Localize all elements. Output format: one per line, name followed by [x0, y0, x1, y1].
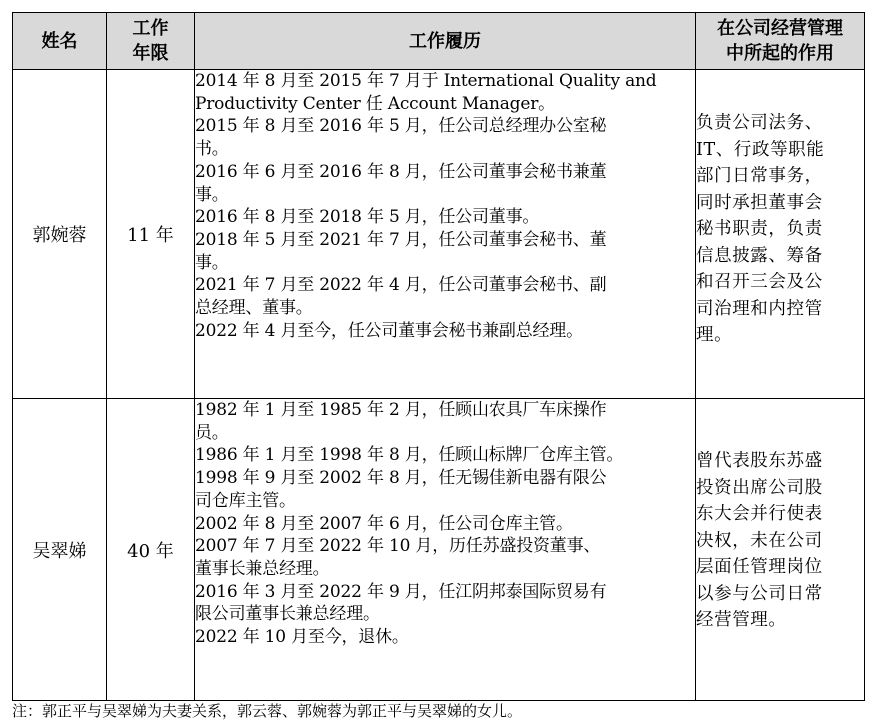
- history-line: 总经理、董事。: [195, 298, 313, 319]
- work-years: 40 年: [107, 399, 195, 701]
- role-line: 秘书职责，负责: [696, 219, 823, 239]
- history-line: 1986 年 1 月至 1998 年 8 月，任顾山标牌厂仓库主管。: [195, 445, 624, 466]
- history-line: 2007 年 7 月至 2022 年 10 月，历任苏盛投资董事、: [195, 536, 601, 557]
- history-line: 限公司董事长兼总经理。: [195, 604, 380, 625]
- history-line: 董事长兼总经理。: [195, 558, 330, 579]
- person-name: 郭婉蓉: [13, 70, 107, 399]
- header-name: 姓名: [13, 13, 107, 70]
- header-role: 在公司经营管理 中所起的作用: [696, 13, 865, 70]
- role-line: 负责公司法务、: [696, 113, 823, 133]
- history-line: 2016 年 8 月至 2018 年 5 月，任公司董事。: [195, 207, 540, 228]
- role-line: 层面任管理岗位: [696, 557, 823, 577]
- role-line: 以参与公司日常: [696, 583, 823, 604]
- history-line: 事。: [195, 252, 229, 273]
- history-line: 2016 年 3 月至 2022 年 9 月，任江阴邦泰国际贸易有: [195, 581, 607, 602]
- footnote: 注：郭正平与吴翠娣为夫妻关系，郭云蓉、郭婉蓉为郭正平与吴翠娣的女儿。: [12, 702, 523, 720]
- work-history: [195, 70, 696, 399]
- management-role: [696, 399, 865, 701]
- history-line: 员。: [195, 422, 229, 443]
- person-name: 吴翠娣: [13, 399, 107, 701]
- role-line: 经营管理。: [696, 610, 787, 630]
- history-line: 1982 年 1 月至 1985 年 2 月，任顾山农具厂车床操作: [195, 400, 607, 420]
- role-line: 曾代表股东苏盛: [696, 451, 823, 471]
- history-line: 2016 年 6 月至 2016 年 8 月，任公司董事会秘书兼董: [195, 161, 607, 182]
- history-line: 事。: [195, 184, 229, 205]
- role-line: 东大会并行使表: [696, 504, 823, 524]
- history-line: 司仓库主管。: [195, 490, 296, 511]
- history-line: 2014 年 8 月至 2015 年 7 月于 International Quality and: [195, 71, 657, 91]
- role-line: IT、行政等职能: [696, 139, 825, 160]
- management-role: [696, 70, 865, 399]
- header-row: [13, 13, 865, 70]
- role-line: 信息披露、筹备: [696, 245, 823, 266]
- resume-table: [12, 12, 865, 701]
- history-line: 2002 年 8 月至 2007 年 6 月，任公司仓库主管。: [195, 513, 573, 534]
- history-line: 2022 年 4 月至今，任公司董事会秘书兼副总经理。: [195, 320, 583, 341]
- table-row: [13, 70, 865, 399]
- role-line: 司治理和内控管: [696, 298, 823, 319]
- work-years: 11 年: [107, 70, 195, 399]
- role-line: 同时承担董事会: [696, 192, 823, 213]
- role-line: 和召开三会及公: [696, 272, 823, 292]
- work-history: [195, 399, 696, 701]
- history-line: 书。: [195, 139, 229, 160]
- history-line: 2022 年 10 月至今，退休。: [195, 627, 409, 648]
- role-line: 部门日常事务，: [696, 166, 823, 186]
- header-years: 工作 年限: [107, 13, 195, 70]
- role-line: 决权，未在公司: [696, 530, 823, 551]
- history-line: Productivity Center 任 Account Manager。: [195, 93, 555, 114]
- history-line: 2021 年 7 月至 2022 年 4 月，任公司董事会秘书、副: [195, 275, 607, 296]
- history-line: 2018 年 5 月至 2021 年 7 月，任公司董事会秘书、董: [195, 229, 607, 250]
- header-history: 工作履历: [195, 13, 696, 70]
- role-line: 投资出席公司股: [696, 477, 823, 498]
- table-row: [13, 399, 865, 701]
- history-line: 1998 年 9 月至 2002 年 8 月，任无锡佳新电器有限公: [195, 468, 607, 489]
- history-line: 2015 年 8 月至 2016 年 5 月，任公司总经理办公室秘: [195, 116, 607, 137]
- role-line: 理。: [696, 325, 733, 345]
